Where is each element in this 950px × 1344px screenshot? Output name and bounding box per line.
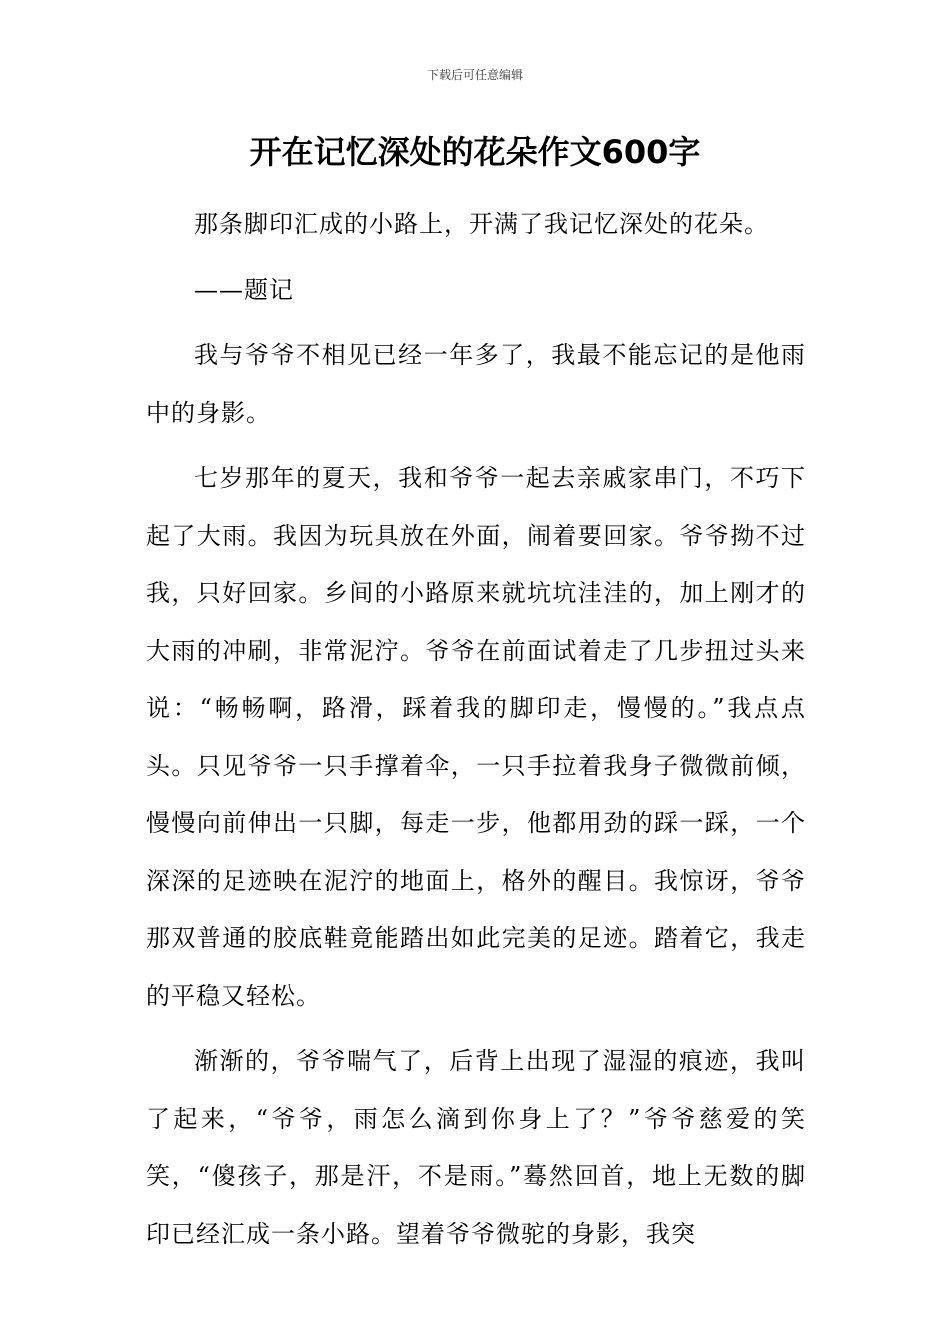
paragraph: 我与爷爷不相见已经一年多了，我最不能忘记的是他雨中的身影。 — [146, 341, 806, 427]
header-note: 下载后可任意编辑 — [426, 68, 523, 82]
document-title: 开在记忆深处的花朵作文600字 — [249, 133, 701, 171]
paragraph: 渐渐的，爷爷喘气了，后背上出现了湿湿的痕迹，我叫了起来，“爷爷，雨怎么滴到你身上了？”爷爷慈爱的笑笑，“傻孩子，那是汗，不是雨。”蓦然回首，地上无数的脚印已经汇成一条小路。望着爷爷微驼的身影，我突 — [146, 1047, 806, 1248]
paragraph: 那条脚印汇成的小路上，开满了我记忆深处的花朵。 — [194, 210, 769, 238]
document-body — [146, 196, 806, 1271]
paragraph: 七岁那年的夏天，我和爷爷一起去亲戚家串门，不巧下起了大雨。我因为玩具放在外面，闹着要回家。爷爷拗不过我，只好回家。乡间的小路原来就坑坑洼洼的，加上刚才的大雨的冲刷，非常泥泞。爷爷在前面试着走了几步扭过头来说：“畅畅啊，路滑，踩着我的脚印走，慢慢的。”我点点头。只见爷爷一只手撑着伞，一只手拉着我身子微微前倾，慢慢向前伸出一只脚，每走一步，他都用劲的踩一踩，一个深深的足迹映在泥泞的地面上，格外的醒目。我惊讶，爷爷那双普通的胶底鞋竟能踏出如此完美的足迹。踏着它，我走的平稳又轻松。 — [146, 464, 806, 1010]
paragraph: ——题记 — [194, 275, 294, 304]
